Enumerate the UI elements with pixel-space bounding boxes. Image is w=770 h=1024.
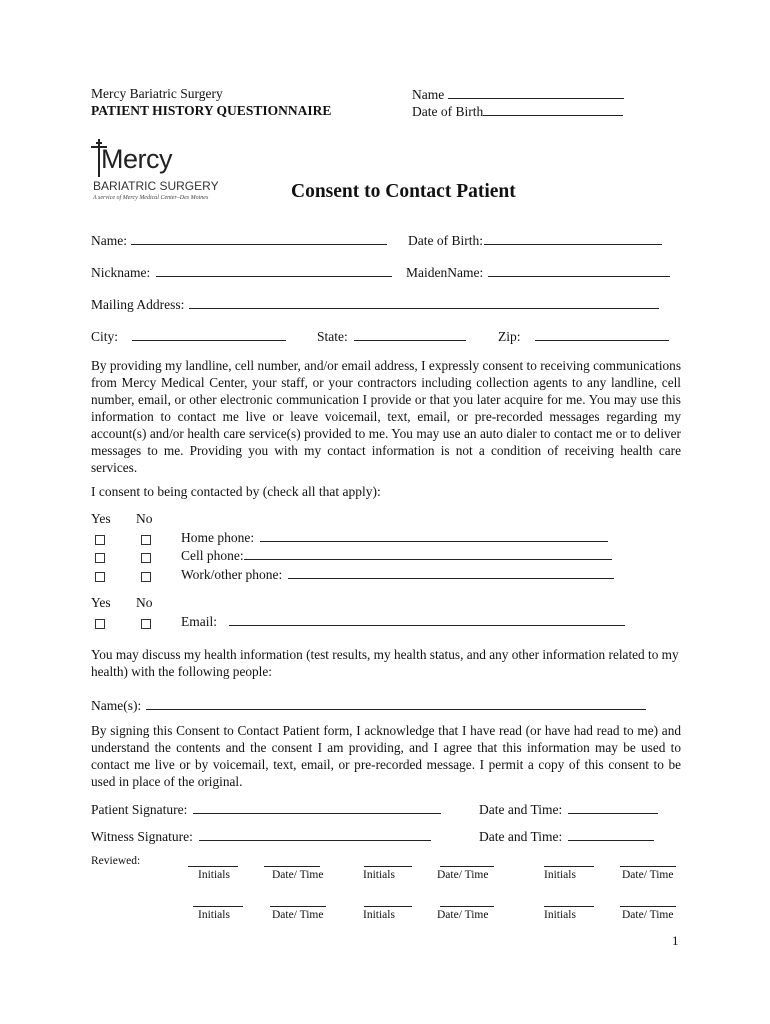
cell-phone-field[interactable] [181, 547, 612, 564]
header-name-field[interactable] [412, 86, 624, 103]
nickname-field[interactable] [91, 264, 392, 281]
cell-phone-yes-checkbox[interactable] [95, 553, 105, 563]
patient-date-time-field[interactable] [479, 801, 658, 818]
review-initials-line-2[interactable] [364, 865, 412, 867]
state-label: State: [317, 329, 348, 344]
zip-label: Zip: [498, 329, 521, 344]
patient-signature-label: Patient Signature: [91, 802, 188, 817]
review-date-label: Date/ Time [437, 869, 489, 881]
review-date-line-3[interactable] [620, 865, 676, 867]
names-field[interactable] [91, 697, 646, 714]
city-field[interactable] [91, 328, 286, 345]
review-initials-label: Initials [363, 909, 395, 921]
work-phone-no-checkbox[interactable] [141, 572, 151, 582]
consent-paragraph: By providing my landline, cell number, and/or email address, I expressly consent to receiving communications from Mercy Medical Center, your staff, or your contractors including collection agents to any landline, cell number, email, or other electronic communication I provide or that you later acquire for me. You may use this information to contact me live or leave voicemail, text, email, or pre-recorded messages regarding my account(s) and/or health care service(s) provided to me. You may use an auto dialer to contact me or to deliver messages to me. Providing you with my contact information is not a condition of receiving health care services. [91, 358, 681, 475]
home-phone-field[interactable] [181, 529, 608, 546]
zip-field[interactable] [498, 328, 669, 345]
header-org: Mercy Bariatric Surgery [91, 86, 223, 101]
acknowledgment-paragraph: By signing this Consent to Contact Patient form, I acknowledge that I have read (or have had read to me) and understand the contents and the consent I am providing, and I agree that this information may be used to contact me live or by voicemail, text, email, or pre-recorded message. I permit a copy of this consent to be used in place of the original. [91, 723, 681, 789]
dob-label: Date of Birth: [408, 233, 483, 248]
review-initials-line-6[interactable] [544, 905, 594, 907]
mailing-address-label: Mailing Address: [91, 297, 185, 312]
page-number: 1 [672, 933, 679, 948]
logo-tagline: A service of Mercy Medical Center–Des Moines [93, 195, 209, 201]
nickname-label: Nickname: [91, 265, 151, 280]
header-dob-label: Date of Birth [412, 104, 484, 119]
city-label: City: [91, 329, 119, 344]
cell-phone-no-checkbox[interactable] [141, 553, 151, 563]
home-phone-no-checkbox[interactable] [141, 535, 151, 545]
logo-name: Mercy [101, 144, 172, 174]
work-phone-yes-checkbox[interactable] [95, 572, 105, 582]
review-date-line-1[interactable] [264, 865, 320, 867]
review-date-label: Date/ Time [272, 869, 324, 881]
header-name-label: Name [412, 87, 445, 102]
witness-signature-label: Witness Signature: [91, 829, 193, 844]
page-title: Consent to Contact Patient [291, 181, 516, 202]
email-label: Email: [181, 614, 217, 629]
review-initials-label: Initials [198, 909, 230, 921]
patient-signature-field[interactable] [91, 801, 441, 818]
health-info-paragraph: You may discuss my health information (test results, my health status, and any other information related to my health) with the following people: [91, 647, 679, 679]
witness-signature-field[interactable] [91, 828, 431, 845]
header-form-title: PATIENT HISTORY QUESTIONNAIRE [91, 103, 332, 118]
review-date-label: Date/ Time [437, 909, 489, 921]
review-initials-line-5[interactable] [364, 905, 412, 907]
witness-date-time-label: Date and Time: [479, 829, 563, 844]
state-field[interactable] [317, 328, 466, 345]
mailing-address-field[interactable] [91, 296, 659, 313]
review-initials-label: Initials [544, 869, 576, 881]
email-no-checkbox[interactable] [141, 619, 151, 629]
review-date-label: Date/ Time [272, 909, 324, 921]
review-initials-line-3[interactable] [544, 865, 594, 867]
logo-subtitle: BARIATRIC SURGERY [93, 179, 219, 193]
name-label: Name: [91, 233, 127, 248]
work-phone-label: Work/other phone: [181, 567, 283, 582]
review-initials-line-4[interactable] [193, 905, 243, 907]
review-date-line-4[interactable] [270, 905, 326, 907]
patient-date-time-label: Date and Time: [479, 802, 563, 817]
yes-header-phones: Yes [91, 511, 111, 526]
names-label: Name(s): [91, 698, 142, 713]
work-phone-field[interactable] [181, 566, 614, 583]
consent-prompt: I consent to being contacted by (check all that apply): [91, 484, 381, 499]
witness-date-time-field[interactable] [479, 828, 654, 845]
review-initials-label: Initials [198, 869, 230, 881]
review-initials-line-1[interactable] [188, 865, 238, 867]
mercy-logo [88, 138, 228, 204]
yes-header-email: Yes [91, 595, 111, 610]
review-date-line-6[interactable] [620, 905, 676, 907]
review-initials-label: Initials [544, 909, 576, 921]
email-yes-checkbox[interactable] [95, 619, 105, 629]
reviewed-label: Reviewed: [91, 855, 141, 867]
maiden-name-label: MaidenName: [406, 265, 484, 280]
email-field[interactable] [181, 613, 625, 630]
review-date-line-5[interactable] [440, 905, 494, 907]
maiden-name-field[interactable] [406, 264, 670, 281]
review-date-label: Date/ Time [622, 869, 674, 881]
header-dob-field[interactable] [412, 103, 623, 120]
name-field[interactable] [91, 232, 387, 249]
review-initials-label: Initials [363, 869, 395, 881]
home-phone-label: Home phone: [181, 530, 255, 545]
review-date-line-2[interactable] [440, 865, 494, 867]
no-header-email: No [136, 595, 153, 610]
home-phone-yes-checkbox[interactable] [95, 535, 105, 545]
dob-field[interactable] [408, 232, 662, 249]
no-header-phones: No [136, 511, 153, 526]
review-date-label: Date/ Time [622, 909, 674, 921]
cell-phone-label: Cell phone: [181, 548, 244, 563]
